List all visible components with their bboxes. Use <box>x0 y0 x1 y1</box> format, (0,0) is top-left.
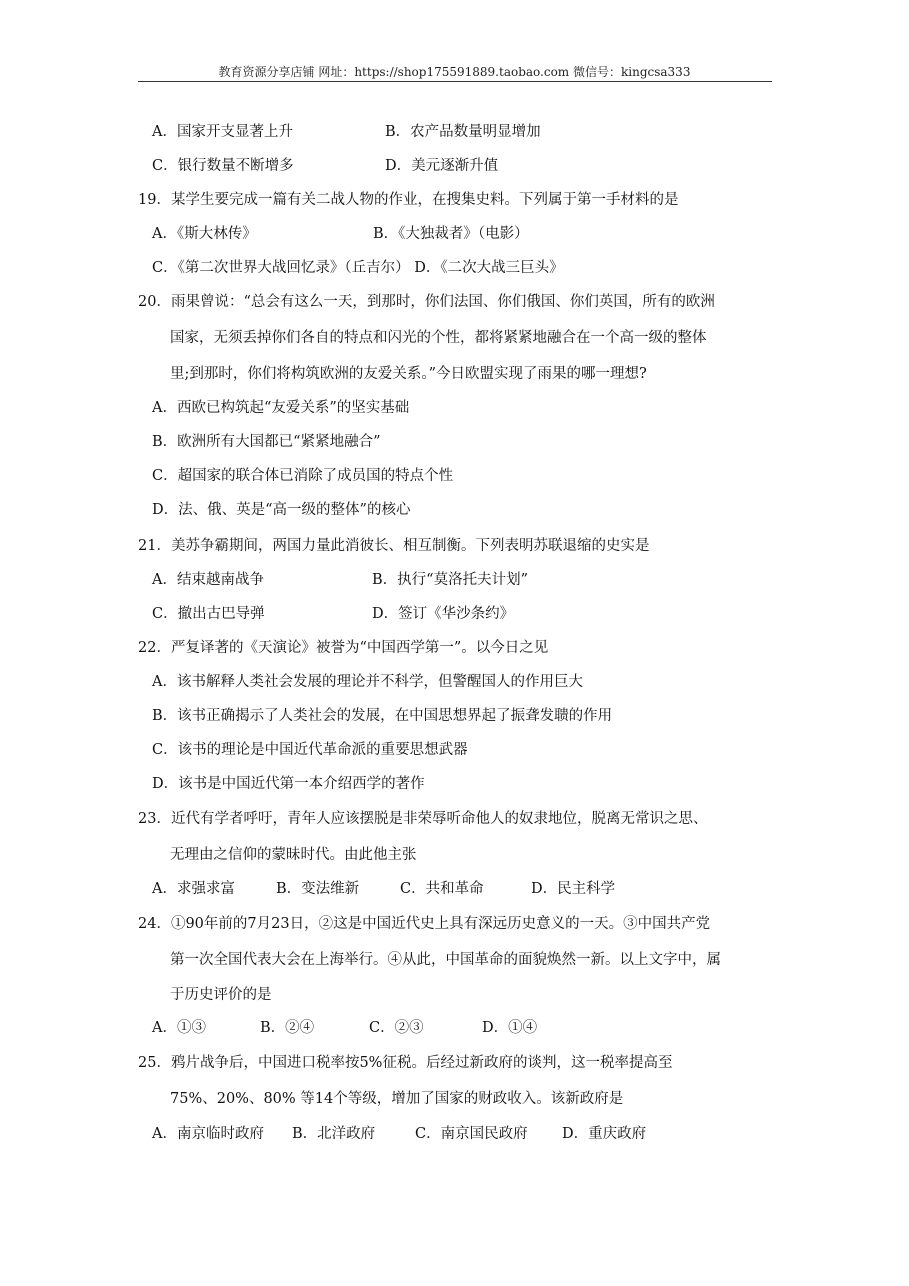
q18-option-b: B．农产品数量明显增加 <box>385 124 541 140</box>
q22-option-b: B．该书正确揭示了人类社会的发展，在中国思想界起了振聋发聩的作用 <box>152 708 613 724</box>
q23-stem-line1: 23．近代有学者呼吁，青年人应该摆脱是非荣辱听命他人的奴隶地位，脱离无常识之思、 <box>138 811 708 827</box>
q24-stem-line3: 于历史评价的是 <box>170 987 272 1003</box>
q23-option-c: C．共和革命 <box>400 881 484 897</box>
q22-stem: 22．严复译著的《天演论》被誉为“中国西学第一”。以今日之见 <box>138 640 549 656</box>
q20-option-b: B．欧洲所有大国都已“紧紧地融合” <box>152 434 381 450</box>
q20-option-d: D．法、俄、英是“高一级的整体”的核心 <box>152 502 411 518</box>
q19-option-a: A．《斯大林传》 <box>152 226 257 242</box>
q24-option-b: B．②④ <box>260 1020 315 1036</box>
q19-option-cd: C．《第二次世界大战回忆录》（丘吉尔） D．《二次大战三巨头》 <box>152 260 564 276</box>
q18-option-d: D．美元逐渐升值 <box>385 158 499 174</box>
q18-option-a: A．国家开支显著上升 <box>152 124 293 140</box>
q23-option-d: D．民主科学 <box>531 881 616 897</box>
q24-option-d: D．①④ <box>482 1020 538 1036</box>
q25-stem-line2: 75%、20%、80% 等14个等级，增加了国家的财政收入。该新政府是 <box>170 1091 624 1107</box>
q20-option-a: A．西欧已构筑起“友爱关系”的坚实基础 <box>152 400 410 416</box>
q25-option-d: D．重庆政府 <box>562 1126 647 1142</box>
q24-stem-line1: 24．①90年前的7月23日，②这是中国近代史上具有深远历史意义的一天。③中国共产党 <box>138 916 711 932</box>
q22-option-a: A．该书解释人类社会发展的理论并不科学，但警醒国人的作用巨大 <box>152 674 583 690</box>
q22-option-d: D．该书是中国近代第一本介绍西学的著作 <box>152 776 425 792</box>
q25-option-c: C．南京国民政府 <box>415 1126 528 1142</box>
q21-stem: 21．美苏争霸期间，两国力量此消彼长、相互制衡。下列表明苏联退缩的史实是 <box>138 538 650 554</box>
q20-stem-line2: 国家，无须丢掉你们各自的特点和闪光的个性，都将紧紧地融合在一个高一级的整体 <box>170 330 707 346</box>
q25-option-b: B．北洋政府 <box>292 1126 376 1142</box>
q24-option-c: C．②③ <box>369 1020 424 1036</box>
q21-option-c: C．撤出古巴导弹 <box>152 606 265 622</box>
header-divider <box>138 81 772 82</box>
q23-option-a: A．求强求富 <box>152 881 235 897</box>
q20-stem-line3: 里;到那时，你们将构筑欧洲的友爱关系。”今日欧盟实现了雨果的哪一理想? <box>170 366 647 382</box>
q24-stem-line2: 第一次全国代表大会在上海举行。④从此，中国革命的面貌焕然一新。以上文字中，属 <box>170 952 721 968</box>
q25-stem-line1: 25．鸦片战争后，中国进口税率按5%征税。后经过新政府的谈判，这一税率提高至 <box>138 1055 673 1071</box>
q18-option-c: C．银行数量不断增多 <box>152 158 294 174</box>
q21-option-a: A．结束越南战争 <box>152 572 264 588</box>
q23-option-b: B．变法维新 <box>276 881 360 897</box>
q23-stem-line2: 无理由之信仰的蒙昧时代。由此他主张 <box>170 847 417 863</box>
q19-option-b: B．《大独裁者》（电影） <box>373 226 529 242</box>
q24-option-a: A．①③ <box>152 1020 206 1036</box>
q22-option-c: C．该书的理论是中国近代革命派的重要思想武器 <box>152 742 468 758</box>
q19-stem: 19．某学生要完成一篇有关二战人物的作业，在搜集史料。下列属于第一手材料的是 <box>138 192 679 208</box>
q21-option-d: D．签订《华沙条约》 <box>372 606 515 622</box>
q20-option-c: C．超国家的联合体已消除了成员国的特点个性 <box>152 468 454 484</box>
page-header: 教育资源分享店铺 网址：https://shop175591889.taobao.com 微信号：kingcsa333 <box>218 65 691 79</box>
q21-option-b: B．执行“莫洛托夫计划” <box>372 572 528 588</box>
q20-stem-line1: 20．雨果曾说：“总会有这么一天，到那时，你们法国、你们俄国、你们英国，所有的欧洲 <box>138 294 715 310</box>
q25-option-a: A．南京临时政府 <box>152 1126 264 1142</box>
